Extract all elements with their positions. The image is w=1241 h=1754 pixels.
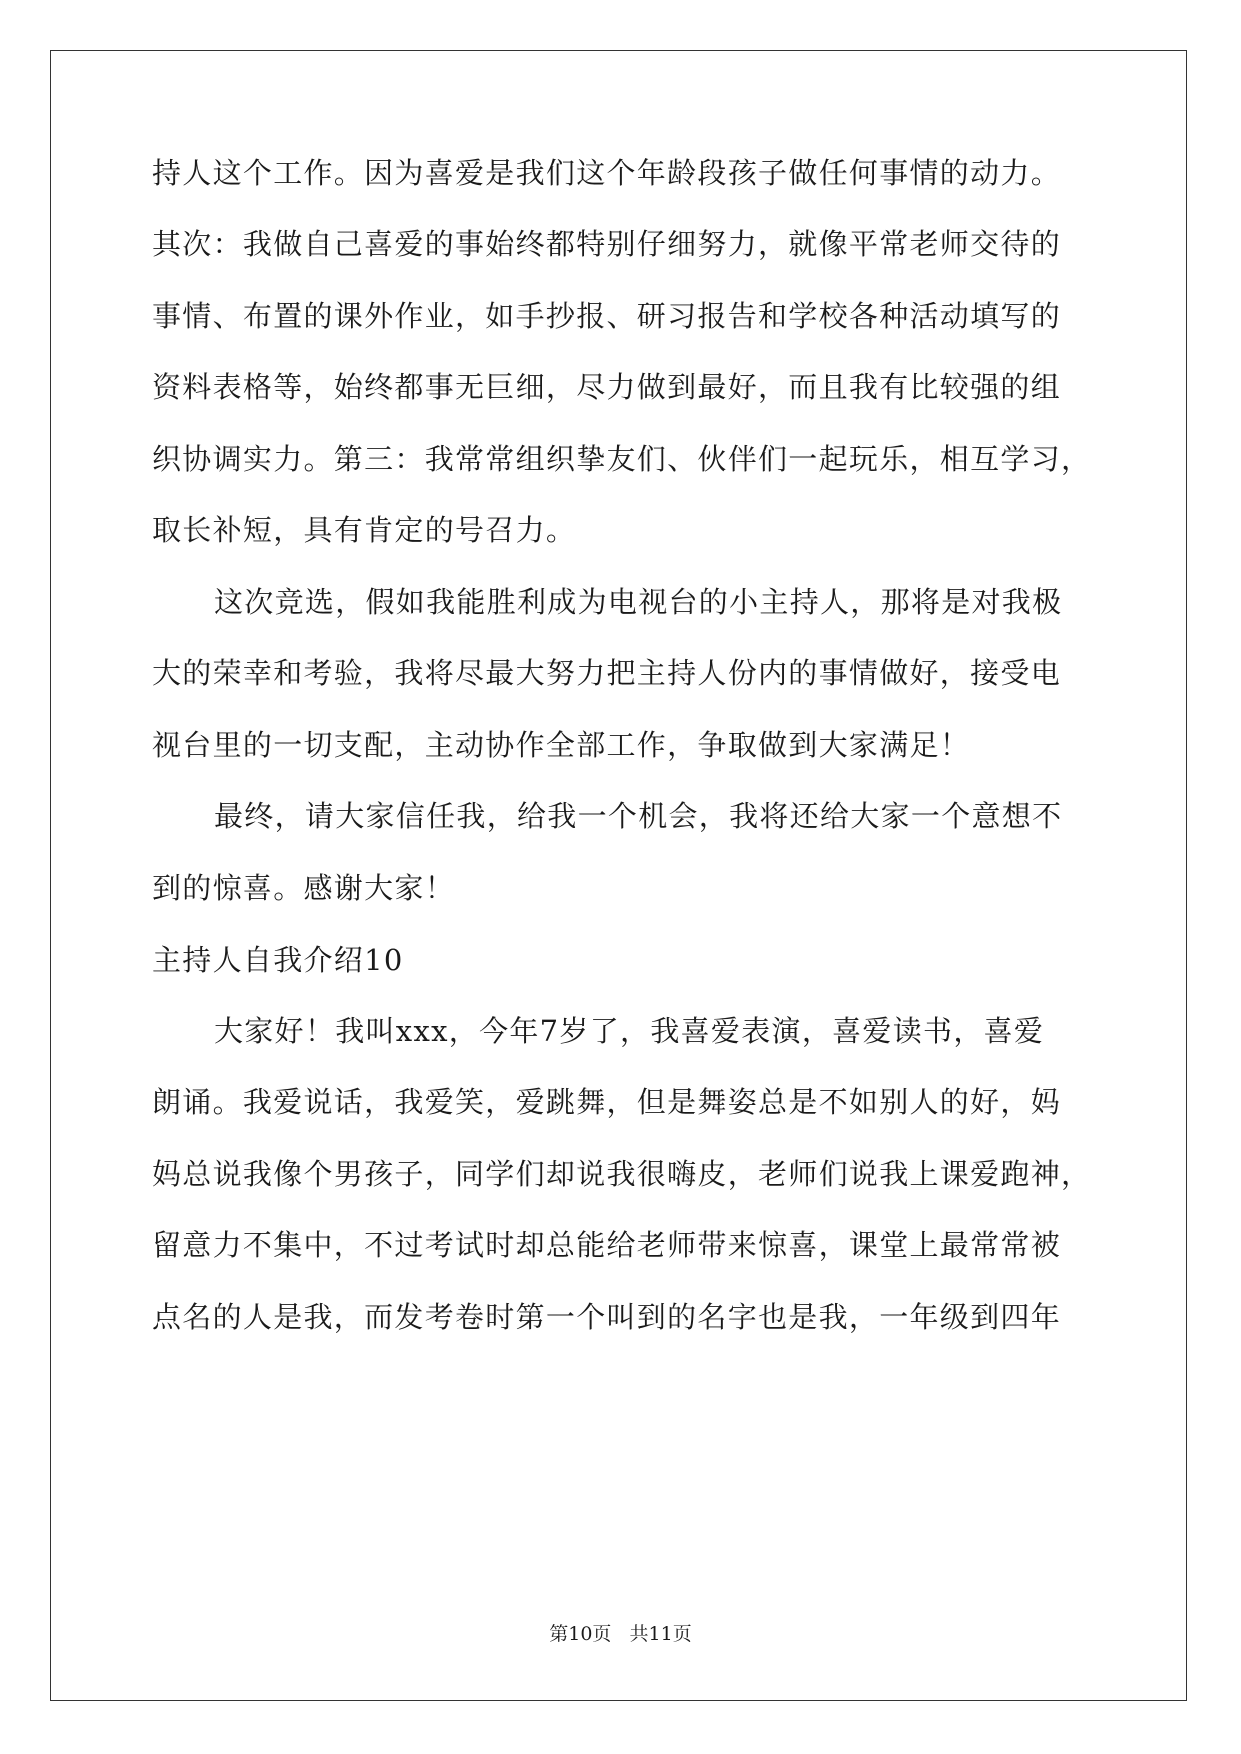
text-line: 妈总说我像个男孩子，同学们却说我很嗨皮，老师们说我上课爱跑神， (152, 1157, 1092, 1191)
paragraph-first-line: 大家好！我叫xxx，今年7岁了，我喜爱表演，喜爱读书，喜爱 (214, 1014, 1045, 1048)
text-line: 朗诵。我爱说话，我爱笑，爱跳舞，但是舞姿总是不如别人的好，妈 (152, 1085, 1062, 1119)
paragraph-first-line: 这次竞选，假如我能胜利成为电视台的小主持人，那将是对我极 (214, 585, 1063, 619)
text-line: 织协调实力。第三：我常常组织挚友们、伙伴们一起玩乐，相互学习， (152, 442, 1092, 476)
text-line: 点名的人是我，而发考卷时第一个叫到的名字也是我，一年级到四年 (152, 1300, 1062, 1334)
paragraph-first-line: 最终，请大家信任我，给我一个机会，我将还给大家一个意想不 (214, 799, 1063, 833)
text-line: 其次：我做自己喜爱的事始终都特别仔细努力，就像平常老师交待的 (152, 227, 1062, 261)
text-line: 资料表格等，始终都事无巨细，尽力做到最好，而且我有比较强的组 (152, 370, 1062, 404)
section-heading: 主持人自我介绍10 (152, 943, 404, 977)
text-line: 事情、布置的课外作业，如手抄报、研习报告和学校各种活动填写的 (152, 299, 1062, 333)
text-line: 到的惊喜。感谢大家！ (152, 871, 456, 905)
text-line: 取长补短，具有肯定的号召力。 (152, 513, 577, 547)
text-line: 持人这个工作。因为喜爱是我们这个年龄段孩子做任何事情的动力。 (152, 156, 1062, 190)
text-line: 大的荣幸和考验，我将尽最大努力把主持人份内的事情做好，接受电 (152, 656, 1062, 690)
text-line: 视台里的一切支配，主动协作全部工作，争取做到大家满足！ (152, 728, 971, 762)
text-line: 留意力不集中，不过考试时却总能给老师带来惊喜，课堂上最常常被 (152, 1228, 1062, 1262)
page-number-footer: 第10页 共11页 (549, 1623, 692, 1645)
